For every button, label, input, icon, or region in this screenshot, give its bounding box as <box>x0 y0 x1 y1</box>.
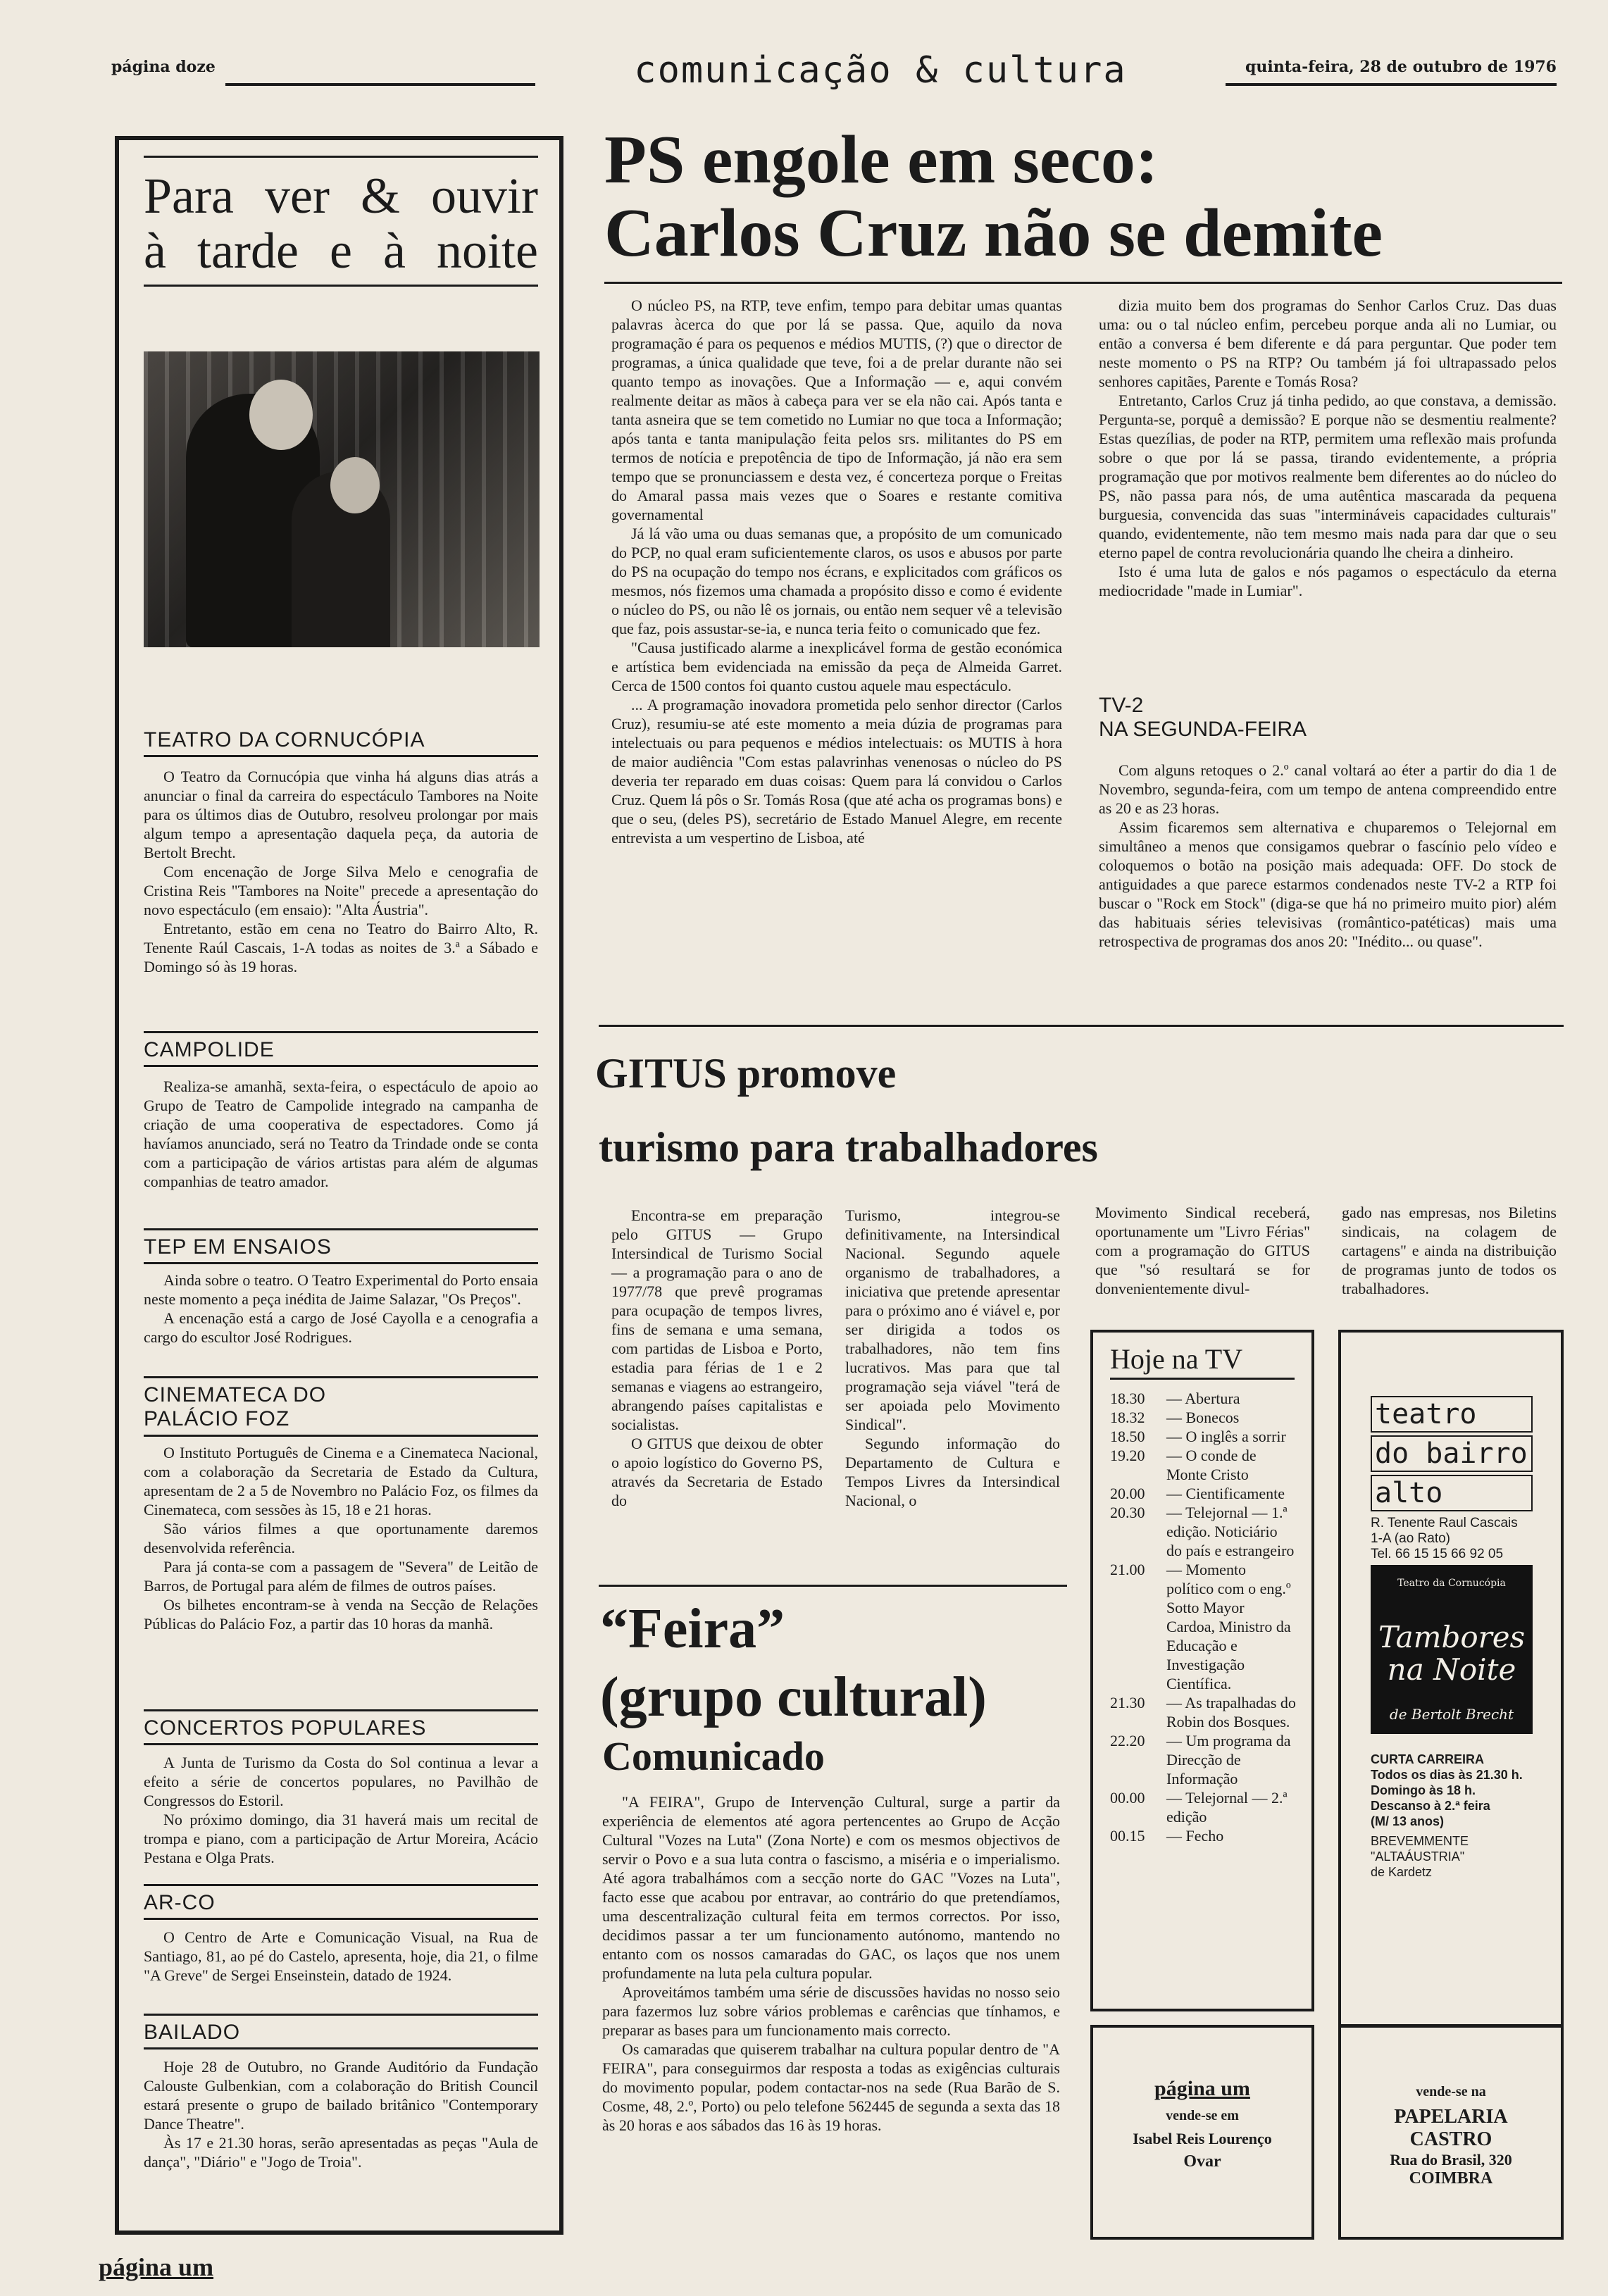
issue-date: quinta-feira, 28 de outubro de 1976 <box>1245 58 1557 76</box>
section-body <box>144 1271 538 1347</box>
section-rule <box>144 2014 538 2016</box>
tv-program: — O inglês a sorrir <box>1166 1428 1286 1445</box>
paragraph: Os camaradas que quiserem trabalhar na cultura popular dentro de "A FEIRA", para conseguirmos dar resposta a todas as exigências culturais do movimento popular, podem contactar-nos na sede (Rua Barão de S. Cosme, 48, 2.º, Porto) ou pelo telefone 562445 de segunda a sexta das 18 às 20 horas e aos sábados das 16 às 19 horas. <box>602 2040 1060 2134</box>
tv-program: — Bonecos <box>1166 1409 1240 1426</box>
paragraph: gado nas empresas, nos Biletins sindicais, na colagem de cartagens" e ainda na distribuição de programas junto de todos os trabalhadores. <box>1342 1204 1557 1297</box>
section-body <box>144 767 538 976</box>
section-rule <box>144 2047 538 2049</box>
soon-author: de Kardetz <box>1371 1865 1433 1879</box>
tv-row <box>1110 1788 1297 1826</box>
paragraph: Assim ficaremos sem alternativa e chuparemos o Telejornal em simultâneo a menos que consigamos quebrar o fascínio pelo vídeo e coloquemos o botão na posição mais adequada: OFF. Do stock de antiguidades a que parece estarmos condenados neste TV-2 a RTP foi buscar o "Rock em Stock" (diga-se que há no primeiro muito pior) além das habituais séries televisivas (romântico-patéticas) mais uma retrospectiva de programas dos anos 20: "Inédito... ou quase". <box>1099 818 1557 950</box>
feira-body <box>602 1792 1060 2135</box>
sale-line: Ovar <box>1183 2152 1221 2171</box>
paragraph: Movimento Sindical receberá, oportunamente um "Livro Férias" com a programação do GITUS que "só resultará se for donvenientemente divul- <box>1095 1204 1310 1297</box>
paragraph: O GITUS que deixou de obter o apoio logístico do Governo PS, através da Secretaria de Estado do <box>611 1435 823 1509</box>
run-heading: CURTA CARREIRA <box>1371 1752 1484 1766</box>
tv-program: — O conde de Monte Cristo <box>1166 1447 1257 1483</box>
tv-time: 00.00 <box>1110 1789 1145 1807</box>
page-label: página doze <box>111 58 216 76</box>
feira-subheadline: Comunicado <box>602 1733 825 1779</box>
paragraph: Encontra-se em preparação pelo GITUS — Grupo Intersindical de Turismo Social — a programação para o ano de 1977/78 que prevê programas para ocupação de tempos livres, fins de semana e uma semana, com partidas de Lisboa e Porto, estadia para férias de 1 e 2 semanas e viagens ao estrangeiro, abrangendo países capitalistas e socialistas. <box>611 1206 823 1433</box>
sidebar-title <box>144 168 538 278</box>
theatre-photo <box>144 351 540 647</box>
tv-row <box>1110 1693 1297 1731</box>
feira-headline-line1: “Feira” <box>600 1598 785 1660</box>
logo-line: teatro <box>1371 1396 1533 1433</box>
paragraph: O Centro de Arte e Comunicação Visual, na Rua de Santiago, 81, ao pé do Castelo, apresenta, hoje, dia 21, o filme "A Greve" de Sergei Enseinstein, datado de 1924. <box>144 1928 538 1984</box>
run-line: Todos os dias às 21.30 h. <box>1371 1768 1523 1782</box>
sale-box-text <box>1093 2077 1311 2171</box>
section-rule <box>144 1262 538 1264</box>
sale-line: COIMBRA <box>1409 2169 1493 2188</box>
headline-line1: PS engole em seco: <box>604 122 1159 198</box>
tv-row <box>1110 1826 1297 1845</box>
gitus-headline-line1: GITUS promove <box>595 1050 897 1097</box>
section-body <box>144 1928 538 1985</box>
tv-time: 21.00 <box>1110 1561 1145 1578</box>
section-title: comunicação & cultura <box>634 49 1127 92</box>
section-body <box>144 2057 538 2171</box>
section-body <box>144 1753 538 1867</box>
section-rule <box>144 1031 538 1033</box>
sale-line: vende-se em <box>1166 2108 1239 2123</box>
teatro-address <box>1371 1516 1540 1562</box>
tv-program: — Um programa da Direcção de Informação <box>1166 1732 1291 1787</box>
tv-time: 18.30 <box>1110 1390 1145 1407</box>
sidebar-title-line1: Para ver & ouvir <box>144 168 538 224</box>
tv-row <box>1110 1389 1297 1408</box>
tv-row <box>1110 1503 1297 1560</box>
run-line: Domingo às 18 h. <box>1371 1783 1476 1797</box>
section-rule <box>144 1709 538 1711</box>
sale-line: PAPELARIA <box>1394 2106 1508 2128</box>
poster-author: de Bertolt Brecht <box>1389 1706 1514 1723</box>
paragraph: Entretanto, estão em cena no Teatro do Bairro Alto, R. Tenente Raúl Cascais, 1-A todas as noites de 3.ª a Sábado e Domingo só às 19 horas. <box>144 920 538 975</box>
play-poster <box>1371 1565 1533 1734</box>
tv-program: — Telejornal — 1.ª edição. Noticiário do país e estrangeiro <box>1166 1504 1295 1559</box>
paragraph: Turismo, integrou-se definitivamente, na Intersindical Nacional. Segundo aquele organismo de trabalhadores, a iniciativa que pretende apresentar para o próximo ano é viável e, por ser dirigida a todos os trabalhadores, não tem fins lucrativos. Mas para que tal programação seja viável "terá de ser apoiada pelo Movimento Sindical". <box>845 1206 1060 1433</box>
section-body <box>144 1443 538 1633</box>
tv-time: 00.15 <box>1110 1827 1145 1845</box>
paragraph: Com encenação de Jorge Silva Melo e cenografia de Cristina Reis "Tambores na Noite" precede a apresentação do novo espectáculo (em ensaio): "Alta Áustria". <box>144 863 538 918</box>
main-headline <box>604 123 1569 270</box>
sale-paper-name: página um <box>1154 2077 1250 2100</box>
section-rule <box>144 1743 538 1745</box>
paragraph: "Causa justificado alarme a inexplicável forma de gestão económica e artística bem evidenciada na emissão da peça de Almeida Garret. Cerca de 1500 contos foi quanto custou aquele mau espectáculo. <box>611 639 1062 694</box>
section-heading: CAMPOLIDE <box>144 1038 275 1061</box>
sale-line: Isabel Reis Lourenço <box>1133 2130 1272 2147</box>
soon-title: "ALTAÁUSTRIA" <box>1371 1849 1465 1864</box>
sidebar-title-line2: à tarde e à noite <box>144 223 538 279</box>
tv-program: — Telejornal — 2.ª edição <box>1166 1789 1288 1826</box>
tv-title-rule <box>1110 1378 1295 1380</box>
paragraph: "A FEIRA", Grupo de Intervenção Cultural, surge a partir da experiência de elementos até agora pertencentes ao Grupo de Acção Cultural "Vozes na Luta" (Zona Norte) e com os mesmos objectivos de servir o Povo e a sua luta contra o fascismo, a miséria e o imperialismo. Até agora trabalhámos com a secção norte do GAC "Vozes na Luta", facto esse que acabou por entravar, ao contrário do que pretendíamos, uma descentralização cultural feita em termos correctos. Por isso, decidimos passar a ter um funcionamento autónomo, mantendo no entanto com os nossos camaradas do GAC, os laços que nos unem profundamente na luta pela cultura popular. <box>602 1793 1060 1982</box>
gitus-col2 <box>845 1206 1060 1510</box>
poster-title <box>1371 1621 1533 1686</box>
sale-line: Rua do Brasil, 320 <box>1390 2151 1512 2169</box>
paragraph: Ainda sobre o teatro. O Teatro Experimental do Porto ensaia neste momento a peça inédita de Jaime Salazar, "Os Preços". <box>144 1271 539 1308</box>
gitus-col1 <box>611 1206 823 1510</box>
tv-time: 18.32 <box>1110 1409 1145 1426</box>
sidebar-title-rule-bottom <box>144 285 538 287</box>
main-article-col2 <box>1099 296 1557 600</box>
poster-company: Teatro da Cornucópia <box>1397 1578 1506 1589</box>
address-line: 1-A (ao Rato) <box>1371 1531 1450 1546</box>
tv-program: — Cientificamente <box>1166 1485 1285 1502</box>
sale-line: vende-se na <box>1416 2084 1486 2100</box>
tv-time: 18.50 <box>1110 1428 1145 1445</box>
paragraph: Aproveitámos também uma série de discussões havidas no nosso seio para fazermos luz sobre vários problemas e carências que tínhamos, e preparar as bases para um funcionamento mais correcto. <box>602 1983 1060 2039</box>
tv-time: 19.20 <box>1110 1447 1145 1464</box>
sale-box-text <box>1341 2084 1561 2188</box>
logo-line: do bairro <box>1371 1435 1533 1472</box>
paragraph: Hoje 28 de Outubro, no Grande Auditório da Fundação Calouste Gulbenkian, com a colaboração do British Council estará presente o grupo de bailado britânico "Contemporary Dance Theatre". <box>144 2058 538 2133</box>
gitus-headline-line2: turismo para trabalhadores <box>599 1124 1098 1171</box>
masthead-rule-right <box>1226 83 1557 86</box>
paragraph: No próximo domingo, dia 31 haverá mais um recital de trompa e piano, com a participação de Artur Moreira, Acácio Pestana e Olga Prats. <box>144 1811 538 1866</box>
paragraph: A encenação está a cargo de José Cayolla e a cenografia a cargo do escultor José Rodrigues. <box>144 1309 538 1346</box>
paragraph: Entretanto, Carlos Cruz já tinha pedido, ao que constava, a demissão. Pergunta-se, porquê a demissão? E porque não se desmentiu realmente? Estas quezílias, de poder na RTP, permitem uma reflexão mais profunda sobre o que por lá se passa, tirando evidentemente, a própria programação que por motivos realmente bem diferentes ao do núcleo do PS, não passa para nós, de uma autêntica mascarada da pequena burguesia, convencida das suas "intermináveis capacidades culturais" quando, evidentemente, não tem mesmo mais nada para dar que o seu eterno papel de contra revolucionária quando lhe cheira a dinheiro. <box>1099 392 1557 561</box>
logo-line: alto <box>1371 1475 1533 1511</box>
paragraph: Com alguns retoques o 2.º canal voltará ao éter a partir do dia 1 de Novembro, segunda-feira, com um tempo de antena compreendido entre as 20 e as 23 horas. <box>1099 761 1557 817</box>
run-line: (M/ 13 anos) <box>1371 1814 1445 1828</box>
paragraph: Realiza-se amanhã, sexta-feira, o espectáculo de apoio ao Grupo de Teatro de Campolide integrado na campanha de criação de uma cooperativa de espectadores. Como já havíamos anunciado, será no Teatro da Trindade onde se conta com a participação de vários artistas para além de algumas companhias de teatro amador. <box>144 1078 538 1190</box>
gitus-col4 <box>1342 1203 1557 1298</box>
tv2-heading <box>1099 694 1557 742</box>
masthead <box>106 49 1557 92</box>
gitus-divider <box>599 1585 1067 1587</box>
sale-line: CASTRO <box>1409 2128 1492 2150</box>
tv-time: 21.30 <box>1110 1694 1145 1711</box>
section-heading: TEATRO DA CORNUCÓPIA <box>144 728 425 751</box>
teatro-logo <box>1371 1396 1533 1514</box>
tv2-heading-line1: TV-2 <box>1099 694 1144 717</box>
paragraph: O Instituto Português de Cinema e a Cinemateca Nacional, com a colaboração da Secretaria de Estado da Cultura, apresentam de 2 a 5 de Novembro no Palácio Foz, os filmes da Cinemateca, com sessões às 15, 18 e 21 horas. <box>144 1444 538 1518</box>
paragraph: O núcleo PS, na RTP, teve enfim, tempo para debitar umas quantas palavras àcerca do que por lá se passa. Que, aquilo da nova programação é para os pequenos e médios MUTIS, (?) que o director de programas, a única qualidade que teve, foi a de prelar durante não sei quanto tempo as inovações. Que a Informação — e, aqui convém realmente deitar as mãos à cabeça para ver se ela não cai. Após tanta e tanta asneira que se tem cometido no Lumiar no que toca a Informação; após tanta e tanta manipulação feita pelos srs. militantes do PS em termos de notícia e prepotência de tipo de Informação, já não era sem tempo que se pronunciassem e desta vez, é concerteza porque o Freitas do Amaral passa mais vezes que o Soares e restante comitiva governamental <box>611 297 1062 523</box>
masthead-rule-left <box>225 83 535 86</box>
section-heading: CONCERTOS POPULARES <box>144 1716 427 1740</box>
section-rule <box>144 1228 538 1230</box>
section-rule <box>144 1918 538 1920</box>
tv-time: 20.00 <box>1110 1485 1145 1502</box>
tv-program: — As trapalhadas do Robin dos Bosques. <box>1166 1694 1296 1730</box>
section-rule <box>144 1435 538 1437</box>
tv-row <box>1110 1731 1297 1788</box>
tv-row <box>1110 1427 1297 1446</box>
section-heading: AR-CO <box>144 1891 216 1914</box>
paragraph: O Teatro da Cornucópia que vinha há alguns dias atrás a anunciar o final da carreira do espectáculo Tambores na Noite para os últimos dias de Outubro, resolveu prolongar por mais algum tempo a apresentação daquela peça, da autoria de Bertolt Brecht. <box>144 768 538 861</box>
feira-headline-line2: (grupo cultural) <box>600 1666 987 1728</box>
gitus-col3 <box>1095 1203 1310 1298</box>
paragraph: Para já conta-se com a passagem de "Severa" de Leitão de Barros, de Portugal para além de filmes de outros países. <box>144 1558 538 1595</box>
headline-rule <box>604 282 1562 284</box>
headline-line2: Carlos Cruz não se demite <box>604 195 1383 271</box>
paragraph: ... A programação inovadora prometida pelo senhor director (Carlos Cruz), resumiu-se até este momento a meia dúzia de programas para intelectuais ou para pequenos e médios intelectuais: os MUTIS à hora de maior audiência "Com estas palavrinhas venenosas o núcleo do PS deveria ter reparado em duas coisas: Quem para lá convidou o Carlos Cruz. Quem lá pôs o Sr. Tomás Rosa (que até acha os programas bons) e que o seu, (deles PS), secretário de Estado Manuel Alegre, em recente entrevista a um vespertino de Lisboa, até <box>611 696 1062 847</box>
tv-row <box>1110 1408 1297 1427</box>
tv-program: — Fecho <box>1166 1827 1224 1845</box>
section-heading: BAILADO <box>144 2021 241 2044</box>
poster-title-line: na Noite <box>1387 1652 1516 1687</box>
paragraph: A Junta de Turismo da Costa do Sol continua a levar a efeito a série de concertos populares, no Pavilhão de Congressos do Estoril. <box>144 1754 538 1809</box>
sale-box-ovar <box>1090 2025 1314 2240</box>
paragraph: Segundo informação do Departamento de Cultura e Tempos Livres da Intersindical Nacional, o <box>845 1435 1060 1509</box>
paragraph: São vários filmes a que oportunamente daremos desenvolvida referência. <box>144 1520 538 1556</box>
footer-label: página um <box>99 2253 214 2281</box>
tv2-body <box>1099 761 1557 951</box>
tv-program: — Momento político com o eng.º Sotto Mayor Cardoa, Ministro da Educação e Investigação Científica. <box>1166 1561 1291 1692</box>
section-rule <box>144 1884 538 1886</box>
soon-heading: BREVEMMENTE <box>1371 1834 1469 1848</box>
section-rule <box>144 1065 538 1067</box>
phone-number: Tel. 66 15 15 66 92 05 <box>1371 1547 1504 1561</box>
tv-time: 20.30 <box>1110 1504 1145 1521</box>
sale-box-coimbra <box>1338 2025 1564 2240</box>
main-article-col1 <box>611 296 1062 847</box>
section-heading: TEP EM ENSAIOS <box>144 1235 332 1259</box>
tv-schedule-box <box>1090 1330 1314 2011</box>
teatro-ad-box <box>1338 1330 1564 2027</box>
paragraph: Já lá vão uma ou duas semanas que, a propósito de um comunicado do PCP, no qual eram suficientemente claros, os usos e abusos por parte do PS na ocupação do tempo nos écrans, e explicitados com gráficos os mesmos, nós fizemos uma chamada a propósito disso e como é evidente o núcleo do PS, ou não lê os jornais, ou então nem sequer vê a televisão que faz, pois assustar-se-ia, e nunca teria feito o comunicado que fez. <box>611 525 1062 637</box>
tv-row <box>1110 1446 1297 1484</box>
listings-sidebar <box>115 136 563 2235</box>
address-line: R. Tenente Raul Cascais <box>1371 1516 1518 1530</box>
section-rule <box>144 755 538 757</box>
paragraph: Os bilhetes encontram-se à venda na Secção de Relações Públicas do Palácio Foz, a partir das 10 horas da manhã. <box>144 1596 538 1633</box>
sidebar-title-rule-top <box>144 156 538 158</box>
tv-time: 22.20 <box>1110 1732 1145 1749</box>
section-heading: CINEMATECA DO PALÁCIO FOZ <box>144 1383 327 1430</box>
run-line: Descanso à 2.ª feira <box>1371 1799 1490 1813</box>
paragraph: Às 17 e 21.30 horas, serão apresentadas as peças "Aula de dança", "Diário" e "Jogo de Troia". <box>144 2134 538 2171</box>
tv2-heading-line2: NA SEGUNDA-FEIRA <box>1099 718 1307 741</box>
tv-schedule-list <box>1110 1389 1297 1845</box>
tv-program: — Abertura <box>1166 1390 1240 1407</box>
paragraph: dizia muito bem dos programas do Senhor Carlos Cruz. Das duas uma: ou o tal núcleo enfim, percebeu porque anda ali no Lumiar, ou então a conversa é bem diferente e dá para perguntar. Que poder tem neste momento o PS na RTP? Ou também já foi ultrapassado pelos senhores capitães, Parente e Tomás Rosa? <box>1099 297 1557 390</box>
section-rule <box>144 1376 538 1378</box>
tv-row <box>1110 1560 1297 1693</box>
section-divider <box>599 1025 1564 1027</box>
paragraph: Isto é uma luta de galos e nós pagamos o espectáculo da eterna mediocridade "made in Lumiar". <box>1099 563 1557 599</box>
tv-row <box>1110 1484 1297 1503</box>
poster-title-line: Tambores <box>1378 1620 1526 1654</box>
run-info <box>1371 1752 1547 1880</box>
section-body <box>144 1077 538 1191</box>
tv-schedule-title: Hoje na TV <box>1110 1343 1243 1375</box>
